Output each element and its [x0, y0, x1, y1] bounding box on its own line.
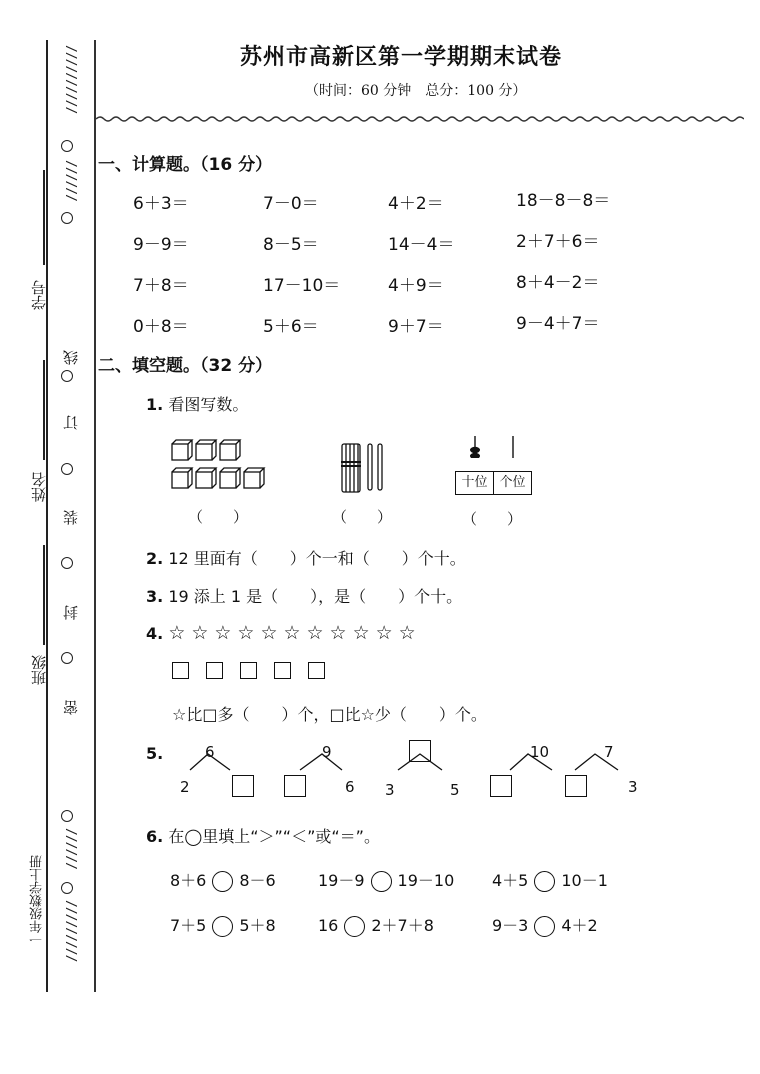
circle-mark: [61, 810, 73, 822]
answer-box[interactable]: [284, 775, 306, 797]
xuehao-underline: [43, 170, 45, 265]
margin-mi: 密: [62, 700, 80, 715]
tree-number: 9: [322, 743, 332, 761]
hatch-pattern: //////////: [63, 45, 78, 114]
calc-item: 4＋2＝: [388, 194, 444, 214]
squares-row: [172, 660, 337, 679]
margin-zhuang: 装: [62, 510, 80, 525]
compare-item: [492, 868, 608, 892]
hatch-pattern: //////: [63, 160, 78, 201]
compare-left: 4＋5: [492, 871, 529, 890]
compare-item: [492, 913, 598, 937]
circle-mark: [61, 652, 73, 664]
compare-left: 9－3: [492, 916, 529, 935]
hatch-pattern: //////: [63, 828, 78, 869]
hatch-pattern: /////////: [63, 900, 78, 962]
answer-box[interactable]: [565, 775, 587, 797]
calc-item: 17－10＝: [263, 276, 341, 296]
tree-number: 3: [628, 778, 638, 796]
compare-right: 2＋7＋8: [371, 916, 434, 935]
compare-left: 8＋6: [170, 871, 207, 890]
calc-item: 5＋6＝: [263, 317, 319, 337]
circle-mark: [61, 140, 73, 152]
calc-item: 4＋9＝: [388, 276, 444, 296]
wavy-divider: [96, 115, 744, 123]
compare-right: 10－1: [561, 871, 608, 890]
page-title: 苏州市高新区第一学期期末试卷: [240, 44, 563, 70]
section2-heading: 二、填空题。（32 分）: [98, 356, 273, 376]
sticks-bundle-icon: [338, 440, 390, 496]
question-text: 看图写数。: [168, 395, 249, 414]
abacus-tens-label: 十位: [456, 472, 494, 494]
tree-number: 7: [604, 743, 614, 761]
calc-item: 9－9＝: [133, 235, 189, 255]
compare-circle[interactable]: [212, 871, 233, 892]
calc-item: 7＋8＝: [133, 276, 189, 296]
cubes-icon: [170, 438, 270, 494]
margin-ding: 订: [62, 415, 80, 430]
question-number: 5.: [146, 744, 164, 763]
compare-item: [170, 913, 276, 937]
calc-item: 6＋3＝: [133, 194, 189, 214]
question-4-text: ☆比□多（ ）个，□比☆少（ ）个。: [172, 705, 487, 724]
circle-mark: [61, 463, 73, 475]
circle-mark: [61, 370, 73, 382]
circle-mark: [61, 212, 73, 224]
answer-box[interactable]: [490, 775, 512, 797]
square-icon: [206, 662, 223, 679]
question-4: [146, 622, 422, 644]
question-text: 19 添上 1 是（ ），是（ ）个十。: [168, 587, 463, 606]
question-number: 2.: [146, 549, 164, 568]
circle-mark: [61, 557, 73, 569]
tree-number: 10: [530, 743, 550, 761]
tree-number: 6: [345, 778, 355, 796]
question-1: [146, 392, 248, 415]
answer-box[interactable]: [232, 775, 254, 797]
question-2: [146, 546, 466, 569]
calc-item: 8＋4－2＝: [516, 273, 600, 293]
question-5: [146, 744, 163, 763]
answer-blank[interactable]: （ ）: [332, 508, 393, 526]
compare-left: 16: [318, 916, 339, 935]
abacus-rods: [455, 436, 535, 458]
compare-circle[interactable]: [534, 916, 555, 937]
compare-left: 7＋5: [170, 916, 207, 935]
margin-banji-label: 班级: [30, 655, 48, 685]
question-text: 12 里面有（ ）个一和（ ）个十。: [168, 549, 466, 568]
tree-number: 2: [180, 778, 190, 796]
margin-xuehao-label: 学号: [30, 280, 48, 310]
compare-left: 19－9: [318, 871, 365, 890]
calc-item: 18－8－8＝: [516, 191, 611, 211]
margin-xingming-label: 姓名: [30, 472, 48, 502]
compare-right: 8－6: [239, 871, 276, 890]
answer-blank[interactable]: （ ）: [188, 508, 249, 526]
compare-item: [170, 868, 276, 892]
calc-item: 2＋7＋6＝: [516, 232, 600, 252]
compare-circle[interactable]: [344, 916, 365, 937]
tree-number: 5: [450, 781, 460, 799]
question-3: [146, 584, 462, 607]
page-subtitle: （时间：60 分钟 总分：100 分）: [305, 83, 527, 99]
question-number: 4.: [146, 624, 164, 643]
abacus-base: [455, 471, 532, 495]
calc-item: 14－4＝: [388, 235, 455, 255]
binding-line-right: [94, 40, 96, 992]
banji-underline: [43, 545, 45, 645]
stars-row: ☆☆☆☆☆☆☆☆☆☆☆: [168, 622, 422, 644]
abacus-ones-label: 个位: [499, 475, 526, 490]
question-6: [146, 824, 380, 847]
section1-heading: 一、计算题。（16 分）: [98, 155, 273, 175]
question-text: 在◯里填上“＞”“＜”或“＝”。: [168, 827, 380, 846]
question-number: 6.: [146, 827, 164, 846]
compare-right: 19－10: [397, 871, 455, 890]
square-icon: [172, 662, 189, 679]
compare-item: [318, 913, 434, 937]
binding-line-left: [46, 40, 48, 992]
tree-number: 6: [205, 743, 215, 761]
compare-circle[interactable]: [371, 871, 392, 892]
question-number: 3.: [146, 587, 164, 606]
xingming-underline: [43, 360, 45, 460]
calc-item: 9－4＋7＝: [516, 314, 600, 334]
margin-xian: 线: [62, 350, 80, 365]
calc-item: 9＋7＝: [388, 317, 444, 337]
square-icon: [240, 662, 257, 679]
question-number: 1.: [146, 395, 164, 414]
compare-circle[interactable]: [212, 916, 233, 937]
compare-right: 5＋8: [239, 916, 276, 935]
tree-number: 3: [385, 781, 395, 799]
square-icon: [308, 662, 325, 679]
compare-item: [318, 868, 454, 892]
compare-circle[interactable]: [534, 871, 555, 892]
answer-blank[interactable]: （ ）: [462, 510, 523, 528]
calc-item: 8－5＝: [263, 235, 319, 255]
answer-box[interactable]: [409, 740, 431, 762]
circle-mark: [61, 882, 73, 894]
calc-item: 0＋8＝: [133, 317, 189, 337]
margin-feng: 封: [62, 605, 80, 620]
margin-grade-label: 一年级数学上册: [30, 855, 45, 946]
calc-item: 7－0＝: [263, 194, 319, 214]
square-icon: [274, 662, 291, 679]
compare-right: 4＋2: [561, 916, 598, 935]
